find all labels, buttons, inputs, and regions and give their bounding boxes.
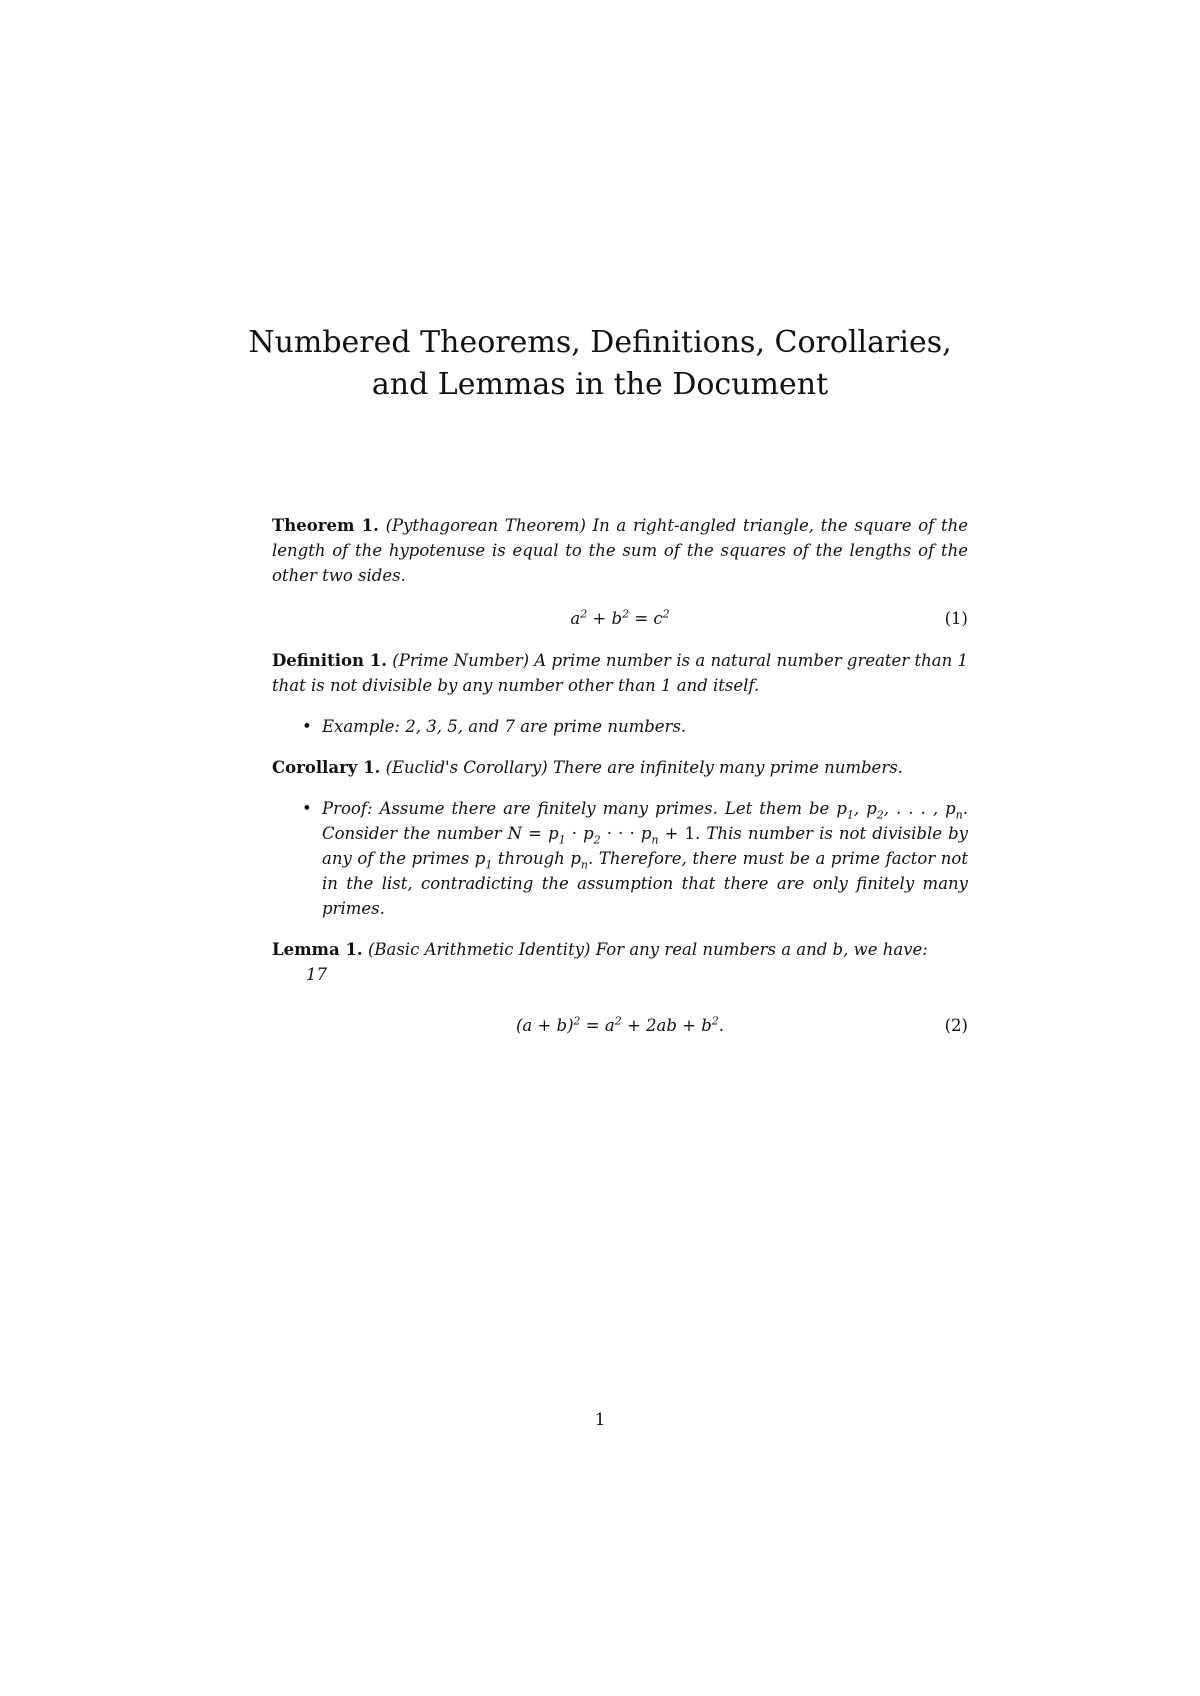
page-number: 1 — [594, 1410, 606, 1430]
lemma-text: (Basic Arithmetic Identity) For any real numbers a and b, we have: — [367, 940, 928, 959]
definition-text: (Prime Number) A prime number is a natural number greater than 1 that is not divisible by any number other than 1 and itself. — [272, 651, 968, 695]
proof-text: Proof: Assume there are finitely many primes. Let them be $p_1$, $p_2$, . . . , $p_n$. Consider the number $N = p_1 \cdot p_2$ · · · $p_n + 1$. This number is not divisible by any of the primes $p_1$ through $p_n$. Therefore, there must be a prime factor not in the list, contradicting the assumption that there are only finitely many primes. — [322, 799, 968, 918]
list-item — [272, 796, 968, 921]
equation-2-number: (2) — [944, 1016, 968, 1035]
equation-2-expression: $(a + b)^2 = a^2 + 2ab + b^2$. — [515, 1014, 725, 1035]
example-text: Example: 2, 3, 5, and 7 are prime numbers. — [322, 717, 687, 736]
equation-1-number: (1) — [944, 609, 968, 628]
equation-1 — [272, 604, 968, 634]
theorem-text: (Pythagorean Theorem) In a right-angled triangle, the square of the length of the hypotenuse is equal to the sum of the squares of the lengths of the other two sides. — [272, 516, 968, 585]
document-title — [150, 322, 1050, 406]
corollary-heading: Corollary 1. — [272, 758, 381, 777]
corollary-text: (Euclid's Corollary) There are infinitely many prime numbers. — [385, 758, 903, 777]
equation-1-expression: $a^2 + b^2 = c^2$ — [570, 607, 670, 628]
document-body — [272, 513, 968, 1055]
corollary-1 — [272, 755, 968, 780]
definition-heading: Definition 1. — [272, 651, 387, 670]
title-line-1: Numbered Theorems, Definitions, Corollaries, — [248, 325, 952, 360]
theorem-1 — [272, 513, 968, 588]
definition-list — [272, 714, 968, 739]
theorem-heading: Theorem 1. — [272, 516, 379, 535]
bullet-icon: • — [302, 799, 312, 818]
lemma-1 — [272, 937, 968, 962]
lemma-heading: Lemma 1. — [272, 940, 363, 959]
definition-1 — [272, 648, 968, 698]
list-item — [272, 714, 968, 739]
lemma-continuation: 17 — [306, 965, 327, 984]
bullet-icon: • — [302, 717, 312, 736]
corollary-list — [272, 796, 968, 921]
title-line-2: and Lemmas in the Document — [371, 367, 829, 402]
equation-2 — [272, 1011, 968, 1041]
